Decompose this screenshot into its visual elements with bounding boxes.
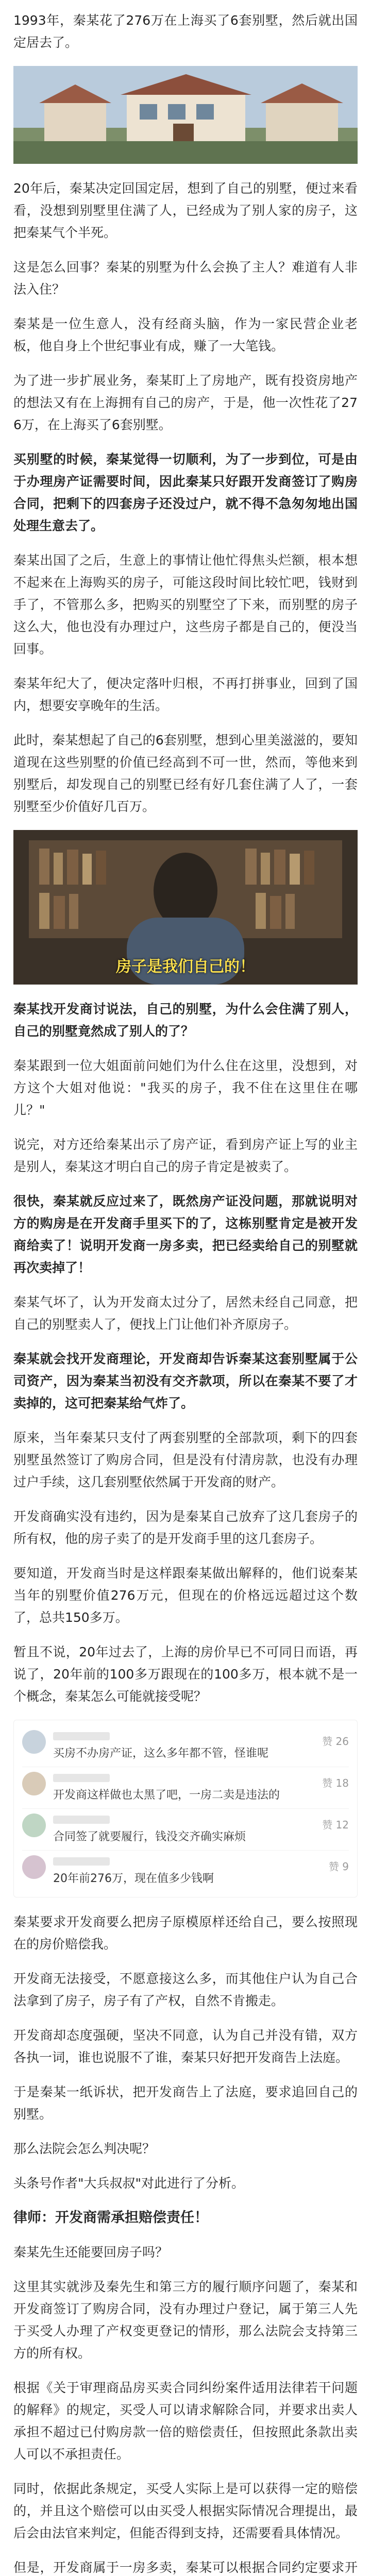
username-blurred bbox=[53, 1732, 110, 1740]
paragraph-story-2: 为了进一步扩展业务，秦某盯上了房地产，既有投资房地产的想法又有在上海拥有自己的房产，于是，他一次性花了276万，在上海买了6套别墅。 bbox=[13, 373, 358, 432]
comment-list bbox=[13, 1720, 358, 1897]
paragraph-bold-1: 买别墅的时候，秦某觉得一切顺利，为了一步到位，可是由于办理房产证需要时间，因此秦某只好跟开发商签订了购房合同，把剩下的四套房子还没过户，就不得不急匆匆地出国处理生意去了。 bbox=[13, 452, 358, 533]
avatar bbox=[22, 1772, 46, 1795]
paragraph-law-2: 根据《关于审理商品房买卖合同纠纷案件适用法律若干问题的解释》的规定，买受人可以请求解除合同，并要求出卖人承担不超过已付购房款一倍的赔偿责任，但按照此条款出卖人可以不承担责任。 bbox=[13, 2380, 358, 2462]
paragraph-story-8: 秦某气坏了，认为开发商太过分了，居然未经自己同意，把自己的别墅卖人了，便找上门让他们补齐原房子。 bbox=[13, 1295, 358, 1332]
paragraph-story-12: 暂且不说，20年过去了，上海的房价早已不可同日而语，再说了，20年前的100多万跟现在的100多万，根本就不是一个概念，秦某怎么可能就接受呢？ bbox=[13, 1645, 358, 1704]
username-blurred bbox=[53, 1774, 110, 1782]
paragraph-question-2: 秦某先生还能要回房子吗？ bbox=[13, 2245, 168, 2260]
paragraph-law-4: 但是，开发商属于一房多卖，秦某可以根据合同约定要求开 bbox=[13, 2560, 358, 2575]
comment-item[interactable] bbox=[22, 1767, 349, 1809]
photo-caption: 房子是我们自己的！ bbox=[116, 958, 255, 976]
paragraph-intro-2: 20年后，秦某决定回国定居，想到了自己的别墅，便过来看看，没想到别墅里住满了人，已经成为了别人家的房子，这把秦某气个半死。 bbox=[13, 181, 358, 240]
paragraph-story-9: 原来，当年秦某只支付了两套别墅的全部款项，剩下的四套别墅虽然签订了购房合同，但是没有付清房款，也没有办理过户手续，这几套别墅依然属于开发商的财产。 bbox=[13, 1430, 358, 1489]
paragraph-law-3: 同时，依据此条规定，买受人实际上是可以获得一定的赔偿的，并且这个赔偿可以由买受人根据实际情况合理提出，最后会由法官来判定，但能否得到支持，还需要看具体情况。 bbox=[13, 2481, 358, 2540]
comment-item[interactable] bbox=[22, 1851, 349, 1892]
paragraph-story-17: 那么法院会怎么判决呢？ bbox=[13, 2141, 156, 2156]
paragraph-story-16: 于是秦某一纸诉状，把开发商告上了法庭，要求追回自己的别墅。 bbox=[13, 2084, 358, 2122]
like-count[interactable]: 赞 12 bbox=[322, 1819, 349, 1831]
paragraph-story-4: 秦某年纪大了，便决定落叶归根，不再打拼事业，回到了国内，想要安享晚年的生活。 bbox=[13, 676, 358, 713]
paragraph-story-7: 说完，对方还给秦某出示了房产证，看到房产证上写的业主是别人，秦某这才明白自己的房子肯定是被卖了。 bbox=[13, 1137, 358, 1174]
paragraph-intro-1: 1993年，秦某花了276万在上海买了6套别墅，然后就出国定居去了。 bbox=[13, 13, 358, 50]
paragraph-law-1: 这里其实就涉及秦先生和第三方的履行顺序问题了，秦某和开发商签订了购房合同，没有办理过户登记，属于第三人先于买受人办理了产权变更登记的情形，那么法院会支持第三方的所有权。 bbox=[13, 2279, 358, 2361]
paragraph-story-6: 秦某跟到一位大姐面前问她们为什么住在这里，没想到，对方这个大姐对他说："我买的房子，我不住在这里住在哪儿？" bbox=[13, 1058, 358, 1117]
comment-item[interactable] bbox=[22, 1725, 349, 1767]
paragraph-question: 这是怎么回事？秦某的别墅为什么会换了主人？难道有人非法入住？ bbox=[13, 260, 358, 297]
paragraph-author-note: 头条号作者"大兵叔叔"对此进行了分析。 bbox=[13, 2176, 244, 2191]
paragraph-story-1: 秦某是一位生意人，没有经商头脑，作为一家民营企业老板，他自身上个世纪事业有成，赚了一大笔钱。 bbox=[13, 316, 358, 353]
paragraph-story-10: 开发商确实没有违约，因为是秦某自己放弃了这几套房子的所有权，他的房子卖了的是开发商手里的这几套房子。 bbox=[13, 1509, 358, 1546]
avatar bbox=[22, 1814, 46, 1837]
comment-text: 合同签了就要履行，钱没交齐确实麻烦 bbox=[53, 1831, 246, 1843]
avatar bbox=[22, 1855, 46, 1879]
section-heading-lawyer: 律师：开发商需承担赔偿责任！ bbox=[13, 2210, 208, 2226]
villa-photo bbox=[13, 66, 358, 164]
like-count[interactable]: 赞 9 bbox=[328, 1860, 349, 1873]
paragraph-bold-2: 秦某找开发商讨说法，自己的别墅，为什么会住满了别人，自己的别墅竟然成了别人的了？ bbox=[13, 1002, 358, 1039]
username-blurred bbox=[53, 1816, 110, 1824]
username-blurred bbox=[53, 1857, 110, 1866]
comment-item[interactable] bbox=[22, 1809, 349, 1851]
comment-text: 20年前276万，现在值多少钱啊 bbox=[53, 1872, 214, 1885]
paragraph-story-3: 秦某出国了之后，生意上的事情让他忙得焦头烂额，根本想不起来在上海购买的房子，可能这段时间比较忙吧，钱财到手了，不管那么多，把购买的别墅空了下来，而别墅的房子这么大，他也没有办理过户，这些房子都是自己的，便没当回事。 bbox=[13, 553, 358, 656]
avatar bbox=[22, 1730, 46, 1754]
paragraph-story-11: 要知道，开发商当时是这样跟秦某做出解释的，他们说秦某当年的别墅价值276万元，但现在的价格远远超过这个数了，总共150多万。 bbox=[13, 1566, 358, 1625]
like-count[interactable]: 赞 26 bbox=[322, 1735, 349, 1748]
paragraph-story-5: 此时，秦某想起了自己的6套别墅，想到心里美滋滋的，要知道现在这些别墅的价值已经高到不可一世，然而，等他来到别墅后，却发现自己的别墅已经有好几套住满了人了，一套别墅至少价值好几百万。 bbox=[13, 733, 358, 814]
like-count[interactable]: 赞 18 bbox=[322, 1777, 349, 1789]
paragraph-bold-4: 秦某就会找开发商理论，开发商却告诉秦某这套别墅属于公司资产，因为秦某当初没有交齐款项，所以在秦某不要了才卖掉的，这可把秦某给气炸了。 bbox=[13, 1351, 358, 1411]
interview-photo bbox=[13, 830, 358, 985]
comment-text: 买房不办房产证，这么多年都不管，怪谁呢 bbox=[53, 1747, 269, 1760]
paragraph-bold-3: 很快，秦某就反应过来了，既然房产证没问题，那就说明对方的购房是在开发商手里买下的了，这栋别墅肯定是被开发商给卖了！说明开发商一房多卖，把已经卖给自己的别墅就再次卖掉了！ bbox=[13, 1194, 358, 1275]
paragraph-story-15: 开发商却态度强硬，坚决不同意，认为自己并没有错，双方各执一词，谁也说服不了谁，秦某只好把开发商告上法庭。 bbox=[13, 2028, 358, 2065]
paragraph-story-13: 秦某要求开发商要么把房子原模原样还给自己，要么按照现在的房价赔偿我。 bbox=[13, 1914, 358, 1952]
paragraph-story-14: 开发商无法接受，不愿意接这么多，而其他住户认为自己合法拿到了房子，房子有了产权，自然不肯搬走。 bbox=[13, 1971, 358, 2008]
comment-text: 开发商这样做也太黑了吧，一房二卖是违法的 bbox=[53, 1789, 280, 1802]
